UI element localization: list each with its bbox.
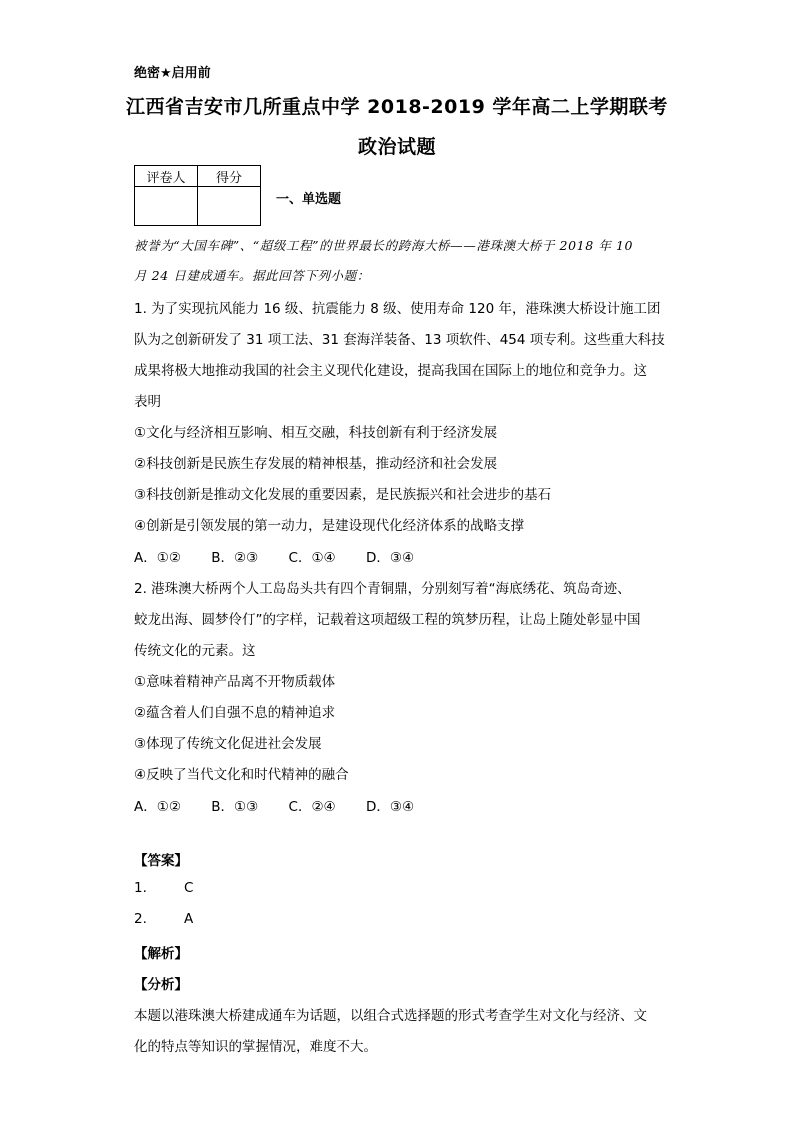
score-table-grader-header: 评卷人 (135, 166, 198, 187)
score-table (134, 165, 261, 226)
q1-item-4: ④创新是引领发展的第一动力，是建设现代化经济体系的战略支撑 (134, 518, 525, 534)
exam-title: 江西省吉安市几所重点中学 2018-2019 学年高二上学期联考 (126, 96, 668, 118)
q2-option-a: A．①② (134, 799, 181, 815)
answer-number: 2. (134, 911, 147, 927)
q1-option-d: D．③④ (365, 550, 415, 566)
q1-item-1: ①文化与经济相互影响、相互交融，科技创新有利于经济发展 (134, 425, 498, 441)
q1-stem-line-2: 队为之创新研发了 31 项工法、31 套海洋装备、13 项软件、454 项专利。这些重大科技 (134, 332, 665, 348)
q2-stem-line-1: 2. 港珠澳大桥两个人工岛岛头共有四个青铜鼎，分别刻写着“海底绣花、筑岛奇迹、 (134, 581, 631, 597)
q2-option-b: B．①③ (211, 799, 259, 815)
intro-line-2: 月 24 日建成通车。据此回答下列小题： (134, 268, 370, 283)
answer-value: A (184, 911, 194, 927)
q2-option-d: D．③④ (365, 799, 415, 815)
q2-options (134, 795, 664, 815)
q1-option-b: B．②③ (211, 550, 259, 566)
q1-options (134, 546, 664, 566)
analysis-label: 【解析】 (134, 946, 188, 962)
answer-value: C (184, 880, 194, 896)
q1-option-a: A．①② (134, 550, 181, 566)
q2-item-2: ②蕴含着人们自强不息的精神追求 (134, 705, 336, 721)
analysis-sub-label: 【分析】 (134, 977, 188, 993)
q1-stem-line-1: 1. 为了实现抗风能力 16 级、抗震能力 8 级、使用寿命 120 年，港珠澳大桥设计施工团 (134, 301, 661, 317)
q2-stem-line-3: 传统文化的元素。这 (134, 643, 256, 659)
answer-row-2 (134, 911, 664, 927)
answer-number: 1. (134, 880, 147, 896)
intro-line-1: 被誉为“大国车碑”、“超级工程”的世界最长的跨海大桥——港珠澳大桥于 2018 年 10 (134, 238, 634, 253)
q2-stem-line-2: 蛟龙出海、圆梦伶仃”的字样，记载着这项超级工程的筑梦历程，让岛上随处彰显中国 (134, 612, 641, 628)
score-table-grader-cell (135, 187, 198, 226)
q1-item-3: ③科技创新是推动文化发展的重要因素，是民族振兴和社会进步的基石 (134, 487, 552, 503)
analysis-line-1: 本题以港珠澳大桥建成通车为话题，以组合式选择题的形式考查学生对文化与经济、文 (134, 1008, 647, 1024)
answer-label: 【答案】 (134, 853, 188, 869)
q1-item-2: ②科技创新是民族生存发展的精神根基，推动经济和社会发展 (134, 456, 498, 472)
score-table-score-header: 得分 (198, 166, 261, 187)
q2-item-4: ④反映了当代文化和时代精神的融合 (134, 767, 349, 783)
exam-subject: 政治试题 (357, 136, 436, 158)
q1-stem-line-4: 表明 (134, 394, 161, 410)
q2-item-1: ①意味着精神产品离不开物质载体 (134, 674, 336, 690)
answer-row-1 (134, 880, 664, 896)
q2-item-3: ③体现了传统文化促进社会发展 (134, 736, 322, 752)
score-table-score-cell (198, 187, 261, 226)
secret-label: 绝密★启用前 (134, 66, 211, 81)
q2-option-c: C．②④ (288, 799, 336, 815)
q1-stem-line-3: 成果将极大地推动我国的社会主义现代化建设，提高我国在国际上的地位和竞争力。这 (134, 363, 647, 379)
analysis-line-2: 化的特点等知识的掌握情况，难度不大。 (134, 1039, 377, 1055)
section-title: 一、单选题 (276, 192, 342, 207)
q1-option-c: C．①④ (288, 550, 336, 566)
